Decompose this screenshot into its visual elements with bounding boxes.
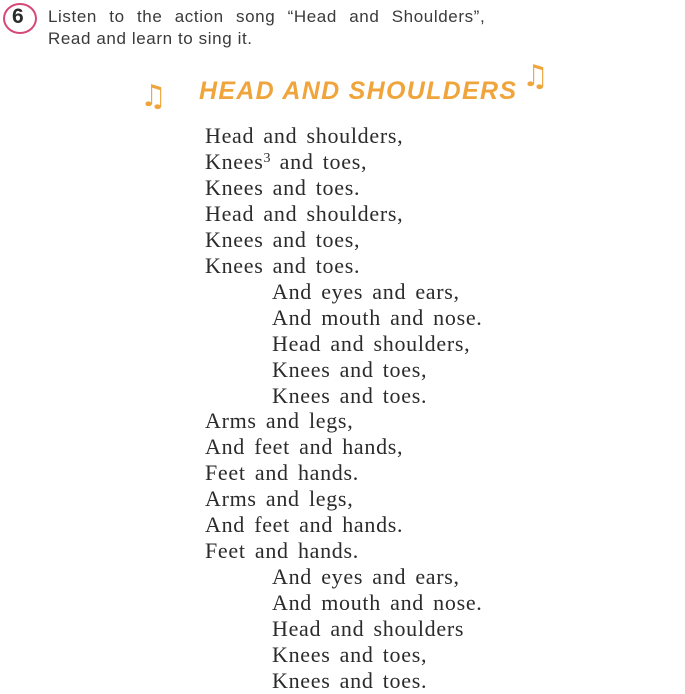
lyric-line	[0, 616, 483, 642]
lyric-text: Head and shoulders,	[205, 200, 404, 226]
lyric-line	[0, 305, 483, 331]
lyric-line	[0, 357, 483, 383]
lyric-line	[0, 564, 483, 590]
lyric-text: Knees and toes.	[272, 668, 428, 694]
lyric-line	[0, 408, 483, 434]
lyric-text: Feet and hands.	[205, 538, 359, 564]
lyric-line	[0, 486, 483, 512]
lyric-text: Knees and toes,	[272, 642, 428, 668]
lyric-line	[0, 149, 483, 175]
lyric-text: and toes,	[270, 148, 368, 174]
song-title: HEAD AND SHOULDERS	[199, 77, 518, 105]
lyric-text: Knees and toes.	[205, 252, 361, 278]
lyric-line	[0, 383, 483, 409]
lyric-text: And mouth and nose.	[272, 590, 483, 616]
exercise-instructions	[48, 6, 485, 50]
lyric-line	[0, 538, 483, 564]
lyric-line	[0, 642, 483, 668]
lyric-text: Feet and hands.	[205, 460, 359, 486]
lyric-text: Arms and legs,	[205, 486, 354, 512]
lyric-line	[0, 331, 483, 357]
lyric-line	[0, 201, 483, 227]
lyric-text: Knees and toes.	[272, 382, 428, 408]
lyric-text: Knees and toes.	[205, 174, 361, 200]
lyric-line	[0, 512, 483, 538]
lyric-line	[0, 123, 483, 149]
lyric-text: And feet and hands,	[205, 434, 404, 460]
lyric-line	[0, 253, 483, 279]
lyric-text: Knees and toes,	[272, 356, 428, 382]
lyric-text: Knees and toes,	[205, 226, 361, 252]
exercise-number: 6	[12, 5, 24, 28]
footnote-marker: 3	[263, 150, 271, 166]
lyric-line	[0, 175, 483, 201]
music-note-icon: ♫	[140, 79, 167, 114]
lyric-line	[0, 434, 483, 460]
lyric-text: Head and shoulders,	[205, 123, 404, 148]
lyric-text: And eyes and ears,	[272, 278, 460, 304]
lyric-text: And eyes and ears,	[272, 564, 460, 590]
lyric-line	[0, 227, 483, 253]
lyric-line	[0, 279, 483, 305]
lyric-text: And feet and hands.	[205, 512, 404, 538]
lyric-line	[0, 668, 483, 694]
instruction-line: Read and learn to sing it.	[48, 29, 253, 48]
lyric-text: Head and shoulders,	[272, 330, 471, 356]
lyric-text: Knees	[205, 148, 264, 174]
lyric-line	[0, 460, 483, 486]
lyric-text: And mouth and nose.	[272, 304, 483, 330]
instruction-line: Listen to the action song “Head and Shoulders”,	[48, 7, 486, 26]
lyric-text: Head and shoulders	[272, 616, 465, 642]
lyric-line	[0, 590, 483, 616]
song-lyrics	[0, 123, 483, 694]
music-note-icon: ♫	[522, 59, 549, 94]
lyric-text: Arms and legs,	[205, 408, 354, 434]
